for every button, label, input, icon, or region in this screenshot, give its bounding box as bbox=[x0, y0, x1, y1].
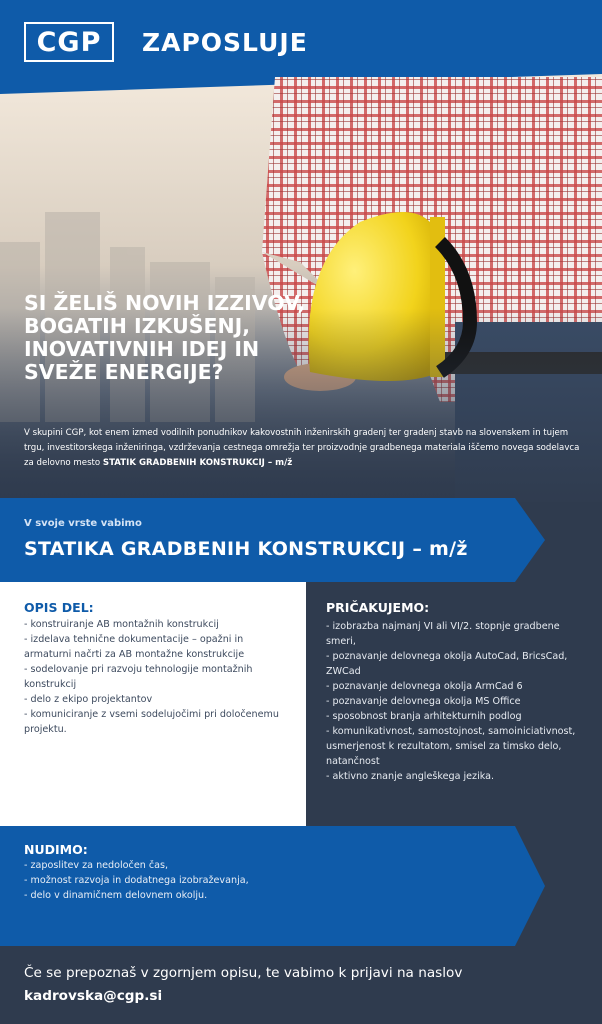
hero-heading bbox=[24, 292, 344, 384]
hero-heading-line: SI ŽELIŠ NOVIH IZZIVOV, bbox=[24, 291, 306, 315]
list-item: - izdelava tehnične dokumentacije – opažni in armaturni načrti za AB montažne konstrukcije bbox=[24, 634, 245, 660]
intro-text: V skupini CGP, kot enem izmed vodilnih ponudnikov kakovostnih inženirskih gradenj ter gradenj stavb na slovenskem in tujem trgu, investitorskega inženiringa, vzdrževanja cestnega omrežja ter proizvodnje gradbenega materiala iščemo novega sodelavca za delovno mesto bbox=[24, 428, 580, 468]
list-item: - aktivno znanje angleškega jezika. bbox=[326, 771, 495, 782]
cgp-logo[interactable]: CGP bbox=[24, 22, 114, 62]
opis-del-heading: OPIS DEL: bbox=[24, 600, 94, 615]
nudimo-heading: NUDIMO: bbox=[24, 842, 88, 857]
nudimo-list bbox=[24, 858, 504, 903]
list-item: - poznavanje delovnega okolja AutoCad, BricsCad, ZWCad bbox=[326, 651, 568, 677]
position-subtitle: V svoje vrste vabimo bbox=[24, 518, 142, 529]
hero-heading-line: BOGATIH IZKUŠENJ, bbox=[24, 314, 251, 338]
list-item: - izobrazba najmanj VI ali VI/2. stopnje gradbene smeri, bbox=[326, 621, 560, 647]
list-item: - poznavanje delovnega okolja ArmCad 6 bbox=[326, 681, 523, 692]
list-item: - komunikativnost, samostojnost, samoiniciativnost, usmerjenost k rezultatom, smisel za timsko delo, natančnost bbox=[326, 726, 576, 767]
list-item: - poznavanje delovnega okolja MS Office bbox=[326, 696, 521, 707]
position-title: STATIKA GRADBENIH KONSTRUKCIJ – m/ž bbox=[24, 538, 468, 560]
list-item: - sodelovanje pri razvoju tehnologije montažnih konstrukcij bbox=[24, 664, 253, 690]
list-item: - delo z ekipo projektantov bbox=[24, 694, 153, 705]
list-item: - možnost razvoja in dodatnega izobraževanja, bbox=[24, 875, 249, 886]
intro-position: STATIK GRADBENIH KONSTRUKCIJ – m/ž bbox=[102, 458, 293, 468]
footer-text: Če se prepoznaš v zgornjem opisu, te vabimo k prijavi na naslov bbox=[24, 965, 463, 981]
list-item: - delo v dinamičnem delovnem okolju. bbox=[24, 890, 208, 901]
opis-del-list bbox=[24, 617, 284, 737]
list-item: - konstruiranje AB montažnih konstrukcij bbox=[24, 619, 219, 630]
hero-heading-line: INOVATIVNIH IDEJ IN bbox=[24, 337, 260, 361]
pricakujemo-heading: PRIČAKUJEMO: bbox=[326, 600, 430, 615]
hero-intro bbox=[24, 426, 584, 471]
header-title: ZAPOSLUJE bbox=[142, 28, 308, 57]
contact-email-link[interactable]: kadrovska@cgp.si bbox=[24, 988, 163, 1004]
list-item: - sposobnost branja arhitekturnih podlog bbox=[326, 711, 522, 722]
list-item: - zaposlitev za nedoločen čas, bbox=[24, 860, 169, 871]
hero-heading-line: SVEŽE ENERGIJE? bbox=[24, 360, 224, 384]
list-item: - komuniciranje z vsemi sodelujočimi pri določenemu projektu. bbox=[24, 709, 279, 735]
pricakujemo-list bbox=[326, 619, 588, 784]
